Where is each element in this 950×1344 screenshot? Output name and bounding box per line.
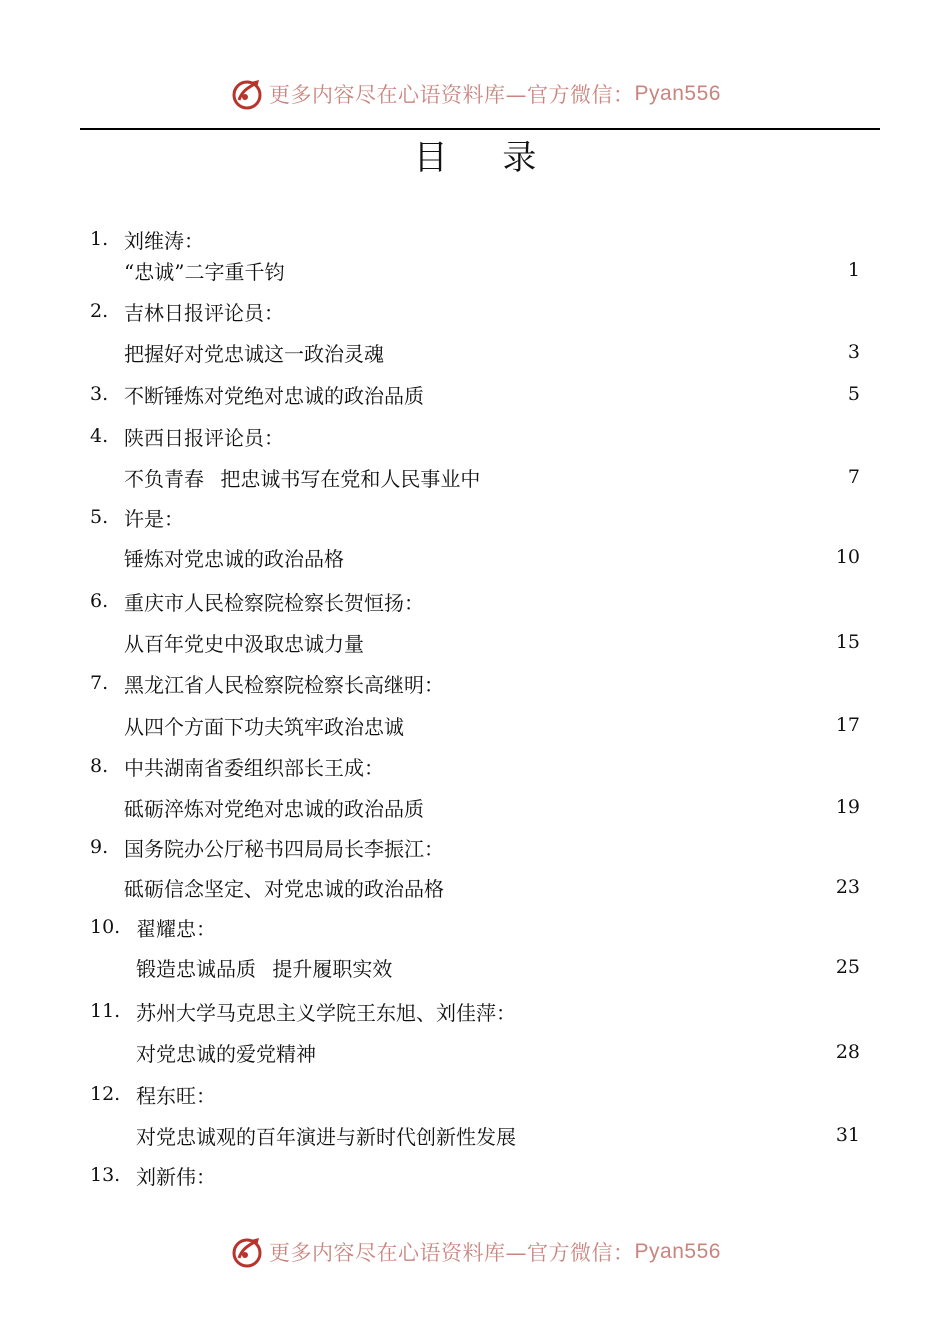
- toc-entry-heading[interactable]: [90, 830, 860, 864]
- toc-entry-heading-text: 刘维涛：: [124, 228, 204, 253]
- toc-entry-subtitle[interactable]: [90, 625, 860, 659]
- toc-entry-heading[interactable]: [90, 584, 860, 618]
- watermark-handle: Pyan556: [634, 82, 721, 105]
- toc-entry-subtitle-text: “忠诚”二字重千钧: [124, 259, 285, 284]
- toc-entry-heading-text: 程东旺：: [136, 1083, 216, 1108]
- toc-entry-number: 6.: [90, 590, 109, 612]
- toc-entry-heading-text: 国务院办公厅秘书四局局长李振江：: [124, 836, 444, 861]
- toc-entry-heading-text: 中共湖南省委组织部长王成：: [124, 755, 384, 780]
- toc-page-number: 15: [835, 631, 860, 653]
- toc-page-number: 3: [847, 341, 860, 363]
- toc-entry-heading-text: 不断锤炼对党绝对忠诚的政治品质: [124, 383, 424, 408]
- toc-page-number: 23: [835, 876, 860, 898]
- toc-page-number: 5: [847, 383, 860, 405]
- toc-entry-subtitle[interactable]: [90, 1118, 860, 1152]
- toc-entry-subtitle[interactable]: [90, 1035, 860, 1069]
- toc-entry-subtitle[interactable]: [90, 540, 860, 574]
- toc-entry-heading[interactable]: [90, 419, 860, 453]
- toc-entry-number: 3.: [90, 383, 109, 405]
- toc-page-number: 31: [835, 1124, 860, 1146]
- toc-entry-number: 2.: [90, 300, 109, 322]
- toc-entry-heading-text: 重庆市人民检察院检察长贺恒扬：: [124, 590, 424, 615]
- toc-entry-heading[interactable]: [90, 1158, 860, 1192]
- toc-page-number: 1: [847, 259, 860, 281]
- toc-entry-subtitle[interactable]: [90, 460, 860, 494]
- watermark-footer: [0, 1232, 950, 1272]
- toc-entry-subtitle-text: 对党忠诚的爱党精神: [136, 1041, 316, 1066]
- toc-page-number: 19: [835, 796, 860, 818]
- toc-entry-number: 5.: [90, 506, 109, 528]
- page-title: 目 录: [413, 138, 559, 178]
- toc-entry-subtitle[interactable]: [90, 790, 860, 824]
- toc-page-number: 28: [835, 1041, 860, 1063]
- toc-entry-heading-text: 刘新伟：: [136, 1164, 216, 1189]
- toc-entry-number: 13.: [90, 1164, 121, 1186]
- toc-entry-subtitle-text: 从百年党史中汲取忠诚力量: [124, 631, 364, 656]
- toc-entry-subtitle-text: 不负青春 把忠诚书写在党和人民事业中: [124, 466, 481, 491]
- toc-entry-subtitle-text: 从四个方面下功夫筑牢政治忠诚: [124, 714, 404, 739]
- toc-entry-heading[interactable]: [90, 500, 860, 534]
- toc-entry-heading-text: 黑龙江省人民检察院检察长高继明：: [124, 672, 444, 697]
- toc-entry-subtitle[interactable]: [90, 870, 860, 904]
- toc-entry-heading-text: 许是：: [124, 506, 184, 531]
- toc-entry-heading[interactable]: [90, 377, 860, 411]
- toc-page-number: 7: [847, 466, 860, 488]
- brand-logo-icon: [229, 76, 265, 112]
- toc-entry-heading[interactable]: [90, 994, 860, 1028]
- toc-entry-subtitle[interactable]: [90, 950, 860, 984]
- toc-entry-heading[interactable]: [90, 910, 860, 944]
- brand-logo-icon: [229, 1234, 265, 1270]
- toc-entry-number: 12.: [90, 1083, 121, 1105]
- toc-entry-heading[interactable]: [90, 749, 860, 783]
- toc-entry-subtitle-text: 对党忠诚观的百年演进与新时代创新性发展: [136, 1124, 516, 1149]
- toc-entry-number: 7.: [90, 672, 109, 694]
- toc-entry-number: 10.: [90, 916, 121, 938]
- toc-entry-subtitle-text: 把握好对党忠诚这一政治灵魂: [124, 341, 384, 366]
- toc-entry-subtitle[interactable]: [90, 708, 860, 742]
- toc-page-number: 10: [835, 546, 860, 568]
- toc-entry-number: 4.: [90, 425, 109, 447]
- watermark-handle: Pyan556: [634, 1240, 721, 1263]
- toc-entry-subtitle-text: 砥砺信念坚定、对党忠诚的政治品格: [124, 876, 444, 901]
- toc-entry-heading-text: 吉林日报评论员：: [124, 300, 284, 325]
- watermark-header: [0, 74, 950, 114]
- watermark-text: 更多内容尽在心语资料库—官方微信：: [269, 1241, 635, 1265]
- toc-entry-heading-text: 翟耀忠：: [136, 916, 216, 941]
- toc-entry-subtitle-text: 砥砺淬炼对党绝对忠诚的政治品质: [124, 796, 424, 821]
- toc-entry-heading-text: 苏州大学马克思主义学院王东旭、刘佳萍：: [136, 1000, 516, 1025]
- toc-page-number: 17: [835, 714, 860, 736]
- watermark-text: 更多内容尽在心语资料库—官方微信：: [269, 83, 635, 107]
- toc-entry-number: 11.: [90, 1000, 121, 1022]
- toc-page-number: 25: [835, 956, 860, 978]
- toc-entry-heading-text: 陕西日报评论员：: [124, 425, 284, 450]
- toc-entry-heading[interactable]: [90, 666, 860, 700]
- toc-entry-heading[interactable]: [90, 294, 860, 328]
- toc-entry-number: 1.: [90, 228, 109, 250]
- toc-entry-subtitle-text: 锻造忠诚品质 提升履职实效: [136, 956, 393, 981]
- toc-entry-subtitle[interactable]: [90, 335, 860, 369]
- toc-entry-heading[interactable]: [90, 222, 860, 256]
- toc-entry-subtitle[interactable]: [90, 253, 860, 287]
- toc-entry-number: 8.: [90, 755, 109, 777]
- toc-entry-heading[interactable]: [90, 1077, 860, 1111]
- toc-entry-subtitle-text: 锤炼对党忠诚的政治品格: [124, 546, 344, 571]
- toc-entry-number: 9.: [90, 836, 109, 858]
